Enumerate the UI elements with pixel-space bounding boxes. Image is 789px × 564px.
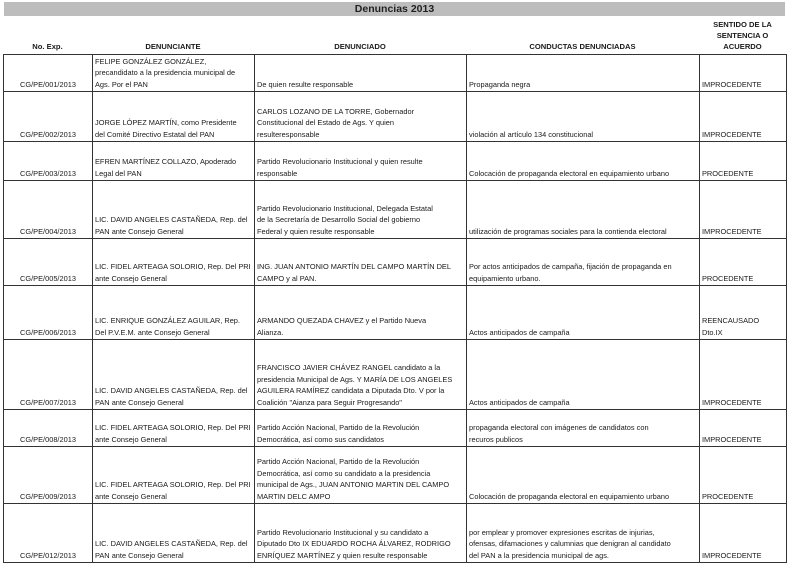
cell-conductas	[467, 239, 700, 286]
cell-no-exp	[4, 410, 93, 447]
cell-conductas	[467, 55, 700, 92]
exp-number: CG/PE/007/2013	[20, 397, 76, 407]
header-no-exp: No. Exp.	[32, 42, 63, 51]
header-sentido-line-1: SENTIDO DE LA	[713, 20, 772, 29]
cell-denunciante	[93, 92, 255, 142]
cell-no-exp	[4, 340, 93, 410]
denunciado-line: De quien resulte responsable	[257, 79, 354, 89]
denunciado-line: MARTIN DELC AMPO	[257, 491, 331, 501]
cell-denunciante	[93, 55, 255, 92]
cell-conductas	[467, 181, 700, 239]
cell-no-exp	[4, 504, 93, 563]
conductas-line: por emplear y promover expresiones escritas de injurias,	[469, 527, 655, 537]
table-row	[4, 239, 787, 286]
denunciado-line: Partido Revolucionario Institucional y su candidato a	[257, 527, 429, 537]
denunciado-line: Partido Acción Nacional, Partido de la Revolución	[257, 423, 420, 433]
exp-number: CG/PE/002/2013	[20, 129, 76, 139]
denunciado-line: CARLOS LOZANO DE LA TORRE, Gobernador	[257, 106, 415, 116]
table-row	[4, 504, 787, 563]
denunciado-line: de la Secretaría de Desarrollo Social del gobierno	[257, 215, 421, 225]
denunciante-line: LIC. FIDEL ARTEAGA SOLORIO, Rep. Del PRI	[95, 480, 251, 490]
cell-denunciante	[93, 340, 255, 410]
cell-denunciante	[93, 181, 255, 239]
sentido-line: IMPROCEDENTE	[702, 79, 762, 89]
conductas-line: violación al artículo 134 constitucional	[469, 129, 594, 139]
exp-number: CG/PE/008/2013	[20, 434, 76, 444]
exp-number: CG/PE/003/2013	[20, 168, 76, 178]
denunciado-line: Partido Acción Nacional, Partido de la Revolución	[257, 457, 420, 467]
denunciante-line: ante Consejo General	[95, 491, 167, 501]
cell-denunciado	[255, 340, 467, 410]
conductas-line: del PAN a la presidencia municipal de ags.	[469, 550, 609, 560]
denunciante-line: LIC. DAVID ANGELES CASTAÑEDA, Rep. del	[95, 386, 248, 396]
sentido-line: IMPROCEDENTE	[702, 434, 762, 444]
denunciado-line: Constitucional del Estado de Ags. Y quien	[257, 118, 394, 128]
cell-sentido	[700, 142, 787, 181]
denunciado-line: presidencia Municipal de Ags. Y MARÍA DE LOS ANGELES	[257, 374, 453, 384]
denunciante-line: JORGE LÓPEZ MARTÍN, como Presidente	[95, 118, 237, 128]
cell-sentido	[700, 92, 787, 142]
cell-sentido	[700, 181, 787, 239]
cell-conductas	[467, 142, 700, 181]
table-row	[4, 410, 787, 447]
denuncias-table	[3, 54, 787, 563]
cell-denunciado	[255, 286, 467, 340]
table-row	[4, 447, 787, 504]
cell-no-exp	[4, 142, 93, 181]
sentido-line: PROCEDENTE	[702, 168, 754, 178]
exp-number: CG/PE/005/2013	[20, 273, 76, 283]
header-sentido-line-2: SENTENCIA O	[716, 31, 769, 40]
sentido-line: Dto.IX	[702, 327, 723, 337]
exp-number: CG/PE/001/2013	[20, 79, 76, 89]
sentido-line: IMPROCEDENTE	[702, 550, 762, 560]
header-denunciado: DENUNCIADO	[334, 42, 386, 51]
cell-conductas	[467, 504, 700, 563]
table-row	[4, 55, 787, 92]
cell-denunciante	[93, 142, 255, 181]
cell-denunciado	[255, 55, 467, 92]
cell-no-exp	[4, 239, 93, 286]
table-row	[4, 286, 787, 340]
header-conductas: CONDUCTAS DENUNCIADAS	[529, 42, 636, 51]
sentido-line: IMPROCEDENTE	[702, 397, 762, 407]
cell-sentido	[700, 55, 787, 92]
exp-number: CG/PE/006/2013	[20, 327, 76, 337]
denunciado-line: ENRÍQUEZ MARTÍNEZ y quien resulte responsable	[257, 550, 428, 560]
denunciante-line: Ags. Por el PAN	[95, 79, 148, 89]
sentido-line: IMPROCEDENTE	[702, 226, 762, 236]
cell-sentido	[700, 447, 787, 504]
denunciante-line: LIC. ENRIQUE GONZÁLEZ AGUILAR, Rep.	[95, 316, 240, 326]
cell-denunciado	[255, 447, 467, 504]
denunciado-line: ING. JUAN ANTONIO MARTÍN DEL CAMPO MARTÍN DEL	[257, 262, 451, 272]
page-title: Denuncias 2013	[354, 3, 435, 15]
conductas-line: Colocación de propaganda electoral en equipamiento urbano	[469, 168, 670, 178]
conductas-line: ofensas, difamaciones y calumnias que denigran al candidato	[469, 539, 671, 549]
denunciante-line: Del P.V.E.M. ante Consejo General	[95, 327, 210, 337]
cell-no-exp	[4, 181, 93, 239]
cell-denunciante	[93, 286, 255, 340]
denunciado-line: AGUILERA RAMÍREZ candidata a Diputada Dto. V por la	[257, 386, 445, 396]
conductas-line: recuros publicos	[469, 434, 523, 444]
conductas-line: Actos anticipados de campaña	[469, 327, 570, 337]
cell-denunciante	[93, 239, 255, 286]
cell-conductas	[467, 340, 700, 410]
denunciado-line: ARMANDO QUEZADA CHAVEZ y el Partido Nueva	[257, 316, 427, 326]
conductas-line: Propaganda negra	[469, 79, 531, 89]
conductas-line: Por actos anticipados de campaña, fijación de propaganda en	[469, 262, 672, 272]
header-denunciante: DENUNCIANTE	[145, 42, 201, 51]
cell-sentido	[700, 340, 787, 410]
denunciado-line: Partido Revolucionario Institucional y quien resulte	[257, 157, 423, 167]
cell-denunciado	[255, 504, 467, 563]
cell-denunciado	[255, 410, 467, 447]
cell-conductas	[467, 447, 700, 504]
denunciante-line: precandidato a la presidencia municipal de	[95, 68, 236, 78]
cell-denunciado	[255, 142, 467, 181]
denunciante-line: del Comité Directivo Estatal del PAN	[95, 129, 215, 139]
denunciado-line: Partido Revolucionario Institucional, Delegada Estatal	[257, 203, 433, 213]
cell-sentido	[700, 504, 787, 563]
denunciado-line: Federal y quien resulte responsable	[257, 226, 375, 236]
table-row	[4, 181, 787, 239]
denunciante-line: LIC. FIDEL ARTEAGA SOLORIO, Rep. Del PRI	[95, 423, 251, 433]
conductas-line: propaganda electoral con imágenes de candidatos con	[469, 423, 649, 433]
cell-sentido	[700, 239, 787, 286]
denunciante-line: LIC. FIDEL ARTEAGA SOLORIO, Rep. Del PRI	[95, 262, 251, 272]
table-row	[4, 142, 787, 181]
denunciante-line: PAN ante Consejo General	[95, 550, 184, 560]
sentido-line: PROCEDENTE	[702, 491, 754, 501]
title-bar	[4, 2, 785, 16]
denunciado-line: Diputado Dto IX EDUARDO ROCHA ÁLVAREZ, RODRIGO	[257, 539, 451, 549]
cell-denunciado	[255, 239, 467, 286]
cell-sentido	[700, 410, 787, 447]
denunciado-line: CAMPO y al PAN.	[257, 273, 317, 283]
cell-denunciante	[93, 447, 255, 504]
denunciado-line: Alianza.	[257, 327, 284, 337]
denunciado-line: municipal de Ags., JUAN ANTONIO MARTIN DEL CAMPO	[257, 480, 450, 490]
cell-denunciado	[255, 92, 467, 142]
conductas-line: utilización de programas sociales para la contienda electoral	[469, 226, 667, 236]
denunciante-line: PAN ante Consejo General	[95, 397, 184, 407]
exp-number: CG/PE/004/2013	[20, 226, 76, 236]
denunciante-line: EFREN MARTÍNEZ COLLAZO, Apoderado	[95, 157, 237, 167]
denunciado-line: resulteresponsable	[257, 129, 320, 139]
denunciado-line: Democrática, así como su candidato a la presidencia	[257, 468, 431, 478]
cell-denunciado	[255, 181, 467, 239]
denunciante-line: ante Consejo General	[95, 273, 167, 283]
cell-conductas	[467, 92, 700, 142]
cell-denunciante	[93, 504, 255, 563]
table-row	[4, 340, 787, 410]
denunciado-line: FRANCISCO JAVIER CHÁVEZ RANGEL candidato a la	[257, 363, 441, 373]
denunciante-line: Legal del PAN	[95, 168, 142, 178]
sentido-line: IMPROCEDENTE	[702, 129, 762, 139]
denunciado-line: Democrática, así como sus candidatos	[257, 434, 384, 444]
cell-sentido	[700, 286, 787, 340]
cell-conductas	[467, 410, 700, 447]
cell-no-exp	[4, 92, 93, 142]
exp-number: CG/PE/012/2013	[20, 550, 76, 560]
exp-number: CG/PE/009/2013	[20, 491, 76, 501]
sentido-line: REENCAUSADO	[702, 316, 760, 326]
cell-no-exp	[4, 55, 93, 92]
denunciado-line: Coalición "Aianza para Seguir Progresando"	[257, 397, 402, 407]
denunciante-line: LIC. DAVID ANGELES CASTAÑEDA, Rep. del	[95, 539, 248, 549]
cell-conductas	[467, 286, 700, 340]
denunciante-line: PAN ante Consejo General	[95, 226, 184, 236]
conductas-line: Actos anticipados de campaña	[469, 397, 570, 407]
denunciante-line: FELIPE GONZÁLEZ GONZÁLEZ,	[95, 56, 207, 66]
conductas-line: Colocación de propaganda electoral en equipamiento urbano	[469, 491, 670, 501]
conductas-line: equipamiento urbano.	[469, 273, 541, 283]
sentido-line: PROCEDENTE	[702, 273, 754, 283]
cell-no-exp	[4, 447, 93, 504]
table-row	[4, 92, 787, 142]
header-sentido-line-3: ACUERDO	[723, 42, 762, 51]
cell-denunciante	[93, 410, 255, 447]
cell-no-exp	[4, 286, 93, 340]
denunciado-line: responsable	[257, 168, 298, 178]
denunciante-line: ante Consejo General	[95, 434, 167, 444]
denunciante-line: LIC. DAVID ANGELES CASTAÑEDA, Rep. del	[95, 215, 248, 225]
